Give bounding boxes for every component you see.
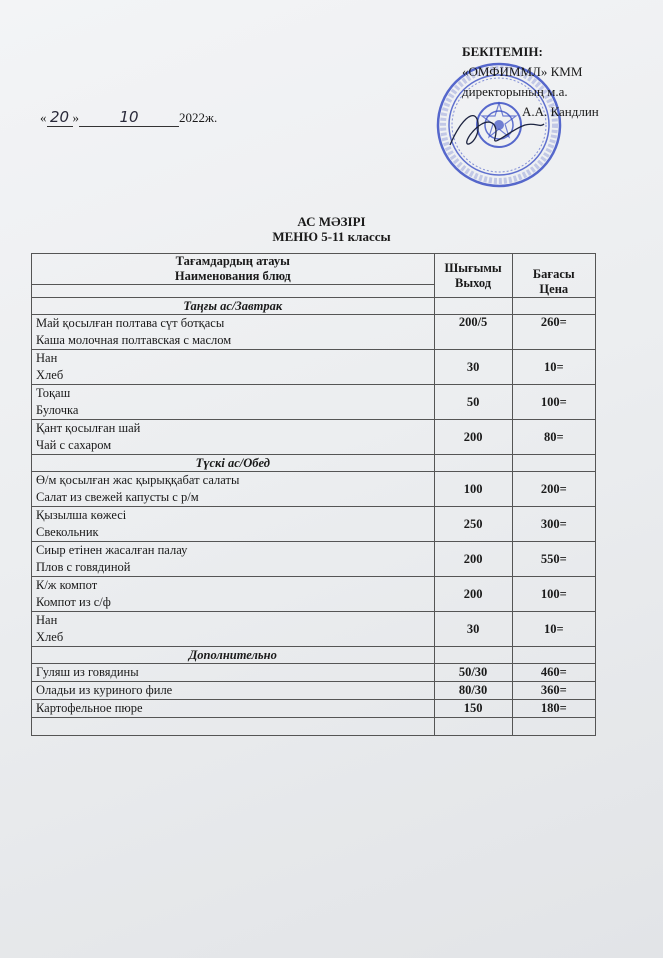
dish-price: 80=	[512, 420, 595, 455]
table-row	[32, 612, 596, 647]
dish-name-kz: Сиыр етінен жасалған палау	[36, 543, 188, 557]
dish-name-kz: Май қосылған полтава сүт ботқасы	[36, 316, 225, 330]
dish-price: 180=	[512, 700, 595, 718]
dish-name-ru: Хлеб	[36, 630, 64, 644]
dish-name-ru: Хлеб	[36, 368, 64, 382]
table-row	[32, 700, 596, 718]
dish-output: 30	[434, 612, 512, 647]
dish-price: 100=	[512, 577, 595, 612]
table-row	[32, 542, 596, 577]
dish-name-kz: Нан	[36, 613, 58, 627]
dish-price: 550=	[512, 542, 595, 577]
section-title: Дополнительно	[32, 647, 435, 664]
table-row	[32, 577, 596, 612]
dish-name: Гуляш из говядины	[32, 664, 435, 682]
dish-name	[32, 315, 435, 350]
dish-name	[32, 472, 435, 507]
dish-output: 200	[434, 542, 512, 577]
table-row	[32, 420, 596, 455]
table-row	[32, 682, 596, 700]
dish-name	[32, 577, 435, 612]
dish-output: 50/30	[434, 664, 512, 682]
table-row	[32, 664, 596, 682]
header-price-ru: Цена	[539, 282, 569, 296]
dish-price: 100=	[512, 385, 595, 420]
dish-name: Оладьи из куриного филе	[32, 682, 435, 700]
date-close-quote: »	[72, 110, 79, 125]
dish-output: 100	[434, 472, 512, 507]
table-row	[32, 385, 596, 420]
dish-price: 360=	[512, 682, 595, 700]
dish-price: 460=	[512, 664, 595, 682]
dish-name	[32, 385, 435, 420]
approval-position: директорының м.а.	[462, 84, 568, 99]
dish-name	[32, 612, 435, 647]
section-title: Таңғы ас/Завтрак	[32, 298, 435, 315]
dish-name-kz: Қызылша көжесі	[36, 508, 127, 522]
dish-output: 200/5	[434, 315, 512, 350]
header-output	[434, 254, 512, 298]
dish-price: 10=	[512, 350, 595, 385]
header-price-kz: Бағасы	[532, 267, 575, 281]
dish-name	[32, 420, 435, 455]
dish-name	[32, 542, 435, 577]
date-month: 10	[119, 108, 139, 126]
header-price	[512, 254, 595, 298]
dish-name-kz: Ө/м қосылған жас қырыққабат салаты	[36, 473, 240, 487]
dish-price: 10=	[512, 612, 595, 647]
menu-table	[31, 253, 596, 736]
header-dish-name	[32, 254, 435, 285]
table-row	[32, 350, 596, 385]
table-row	[32, 507, 596, 542]
header-dish-name-kz: Тағамдардың атауы	[175, 254, 290, 268]
date-open-quote: «	[40, 110, 47, 125]
section-row	[32, 455, 596, 472]
table-row	[32, 315, 596, 350]
dish-output: 50	[434, 385, 512, 420]
dish-name-kz: Нан	[36, 351, 58, 365]
section-row	[32, 647, 596, 664]
dish-output: 30	[434, 350, 512, 385]
header-dish-name-ru: Наименования блюд	[174, 269, 291, 283]
dish-price: 200=	[512, 472, 595, 507]
approval-org: «ОМФИММЛ» КММ	[462, 64, 583, 79]
header-spacer	[32, 285, 435, 298]
dish-output: 250	[434, 507, 512, 542]
dish-name-ru: Салат из свежей капусты с р/м	[36, 490, 199, 504]
header-output-kz: Шығымы	[444, 260, 502, 275]
table-row	[32, 472, 596, 507]
dish-output: 200	[434, 420, 512, 455]
dish-name-kz: Тоқаш	[36, 386, 71, 400]
date-day: 20	[49, 108, 70, 126]
dish-name-ru: Чай с сахаром	[36, 438, 112, 452]
dish-name-ru: Свекольник	[36, 525, 99, 539]
dish-name: Картофельное пюре	[32, 700, 435, 718]
document-date	[40, 108, 217, 127]
dish-name-ru: Каша молочная полтавская с маслом	[36, 333, 232, 347]
dish-name-ru: Плов с говядиной	[36, 560, 131, 574]
section-row	[32, 298, 596, 315]
dish-output: 200	[434, 577, 512, 612]
menu-title-ru: МЕНЮ 5-11 классы	[272, 229, 391, 244]
menu-title-kz: АС МӘЗІРІ	[297, 214, 366, 229]
empty-row	[32, 718, 596, 736]
dish-output: 150	[434, 700, 512, 718]
dish-name	[32, 350, 435, 385]
dish-price: 300=	[512, 507, 595, 542]
approval-name: А.А. Кандлин	[522, 104, 599, 119]
dish-name-kz: Қант қосылған шай	[36, 421, 141, 435]
dish-name-ru: Компот из с/ф	[36, 595, 111, 609]
section-title: Түскі ас/Обед	[32, 455, 435, 472]
director-signature	[440, 100, 550, 155]
dish-name-ru: Булочка	[36, 403, 79, 417]
approval-title: БЕКІТЕМІН:	[462, 44, 543, 59]
date-year: 2022ж.	[179, 110, 218, 125]
dish-name-kz: К/ж компот	[36, 578, 98, 592]
header-output-ru: Выход	[455, 275, 492, 290]
dish-price: 260=	[512, 315, 595, 350]
dish-name	[32, 507, 435, 542]
dish-output: 80/30	[434, 682, 512, 700]
